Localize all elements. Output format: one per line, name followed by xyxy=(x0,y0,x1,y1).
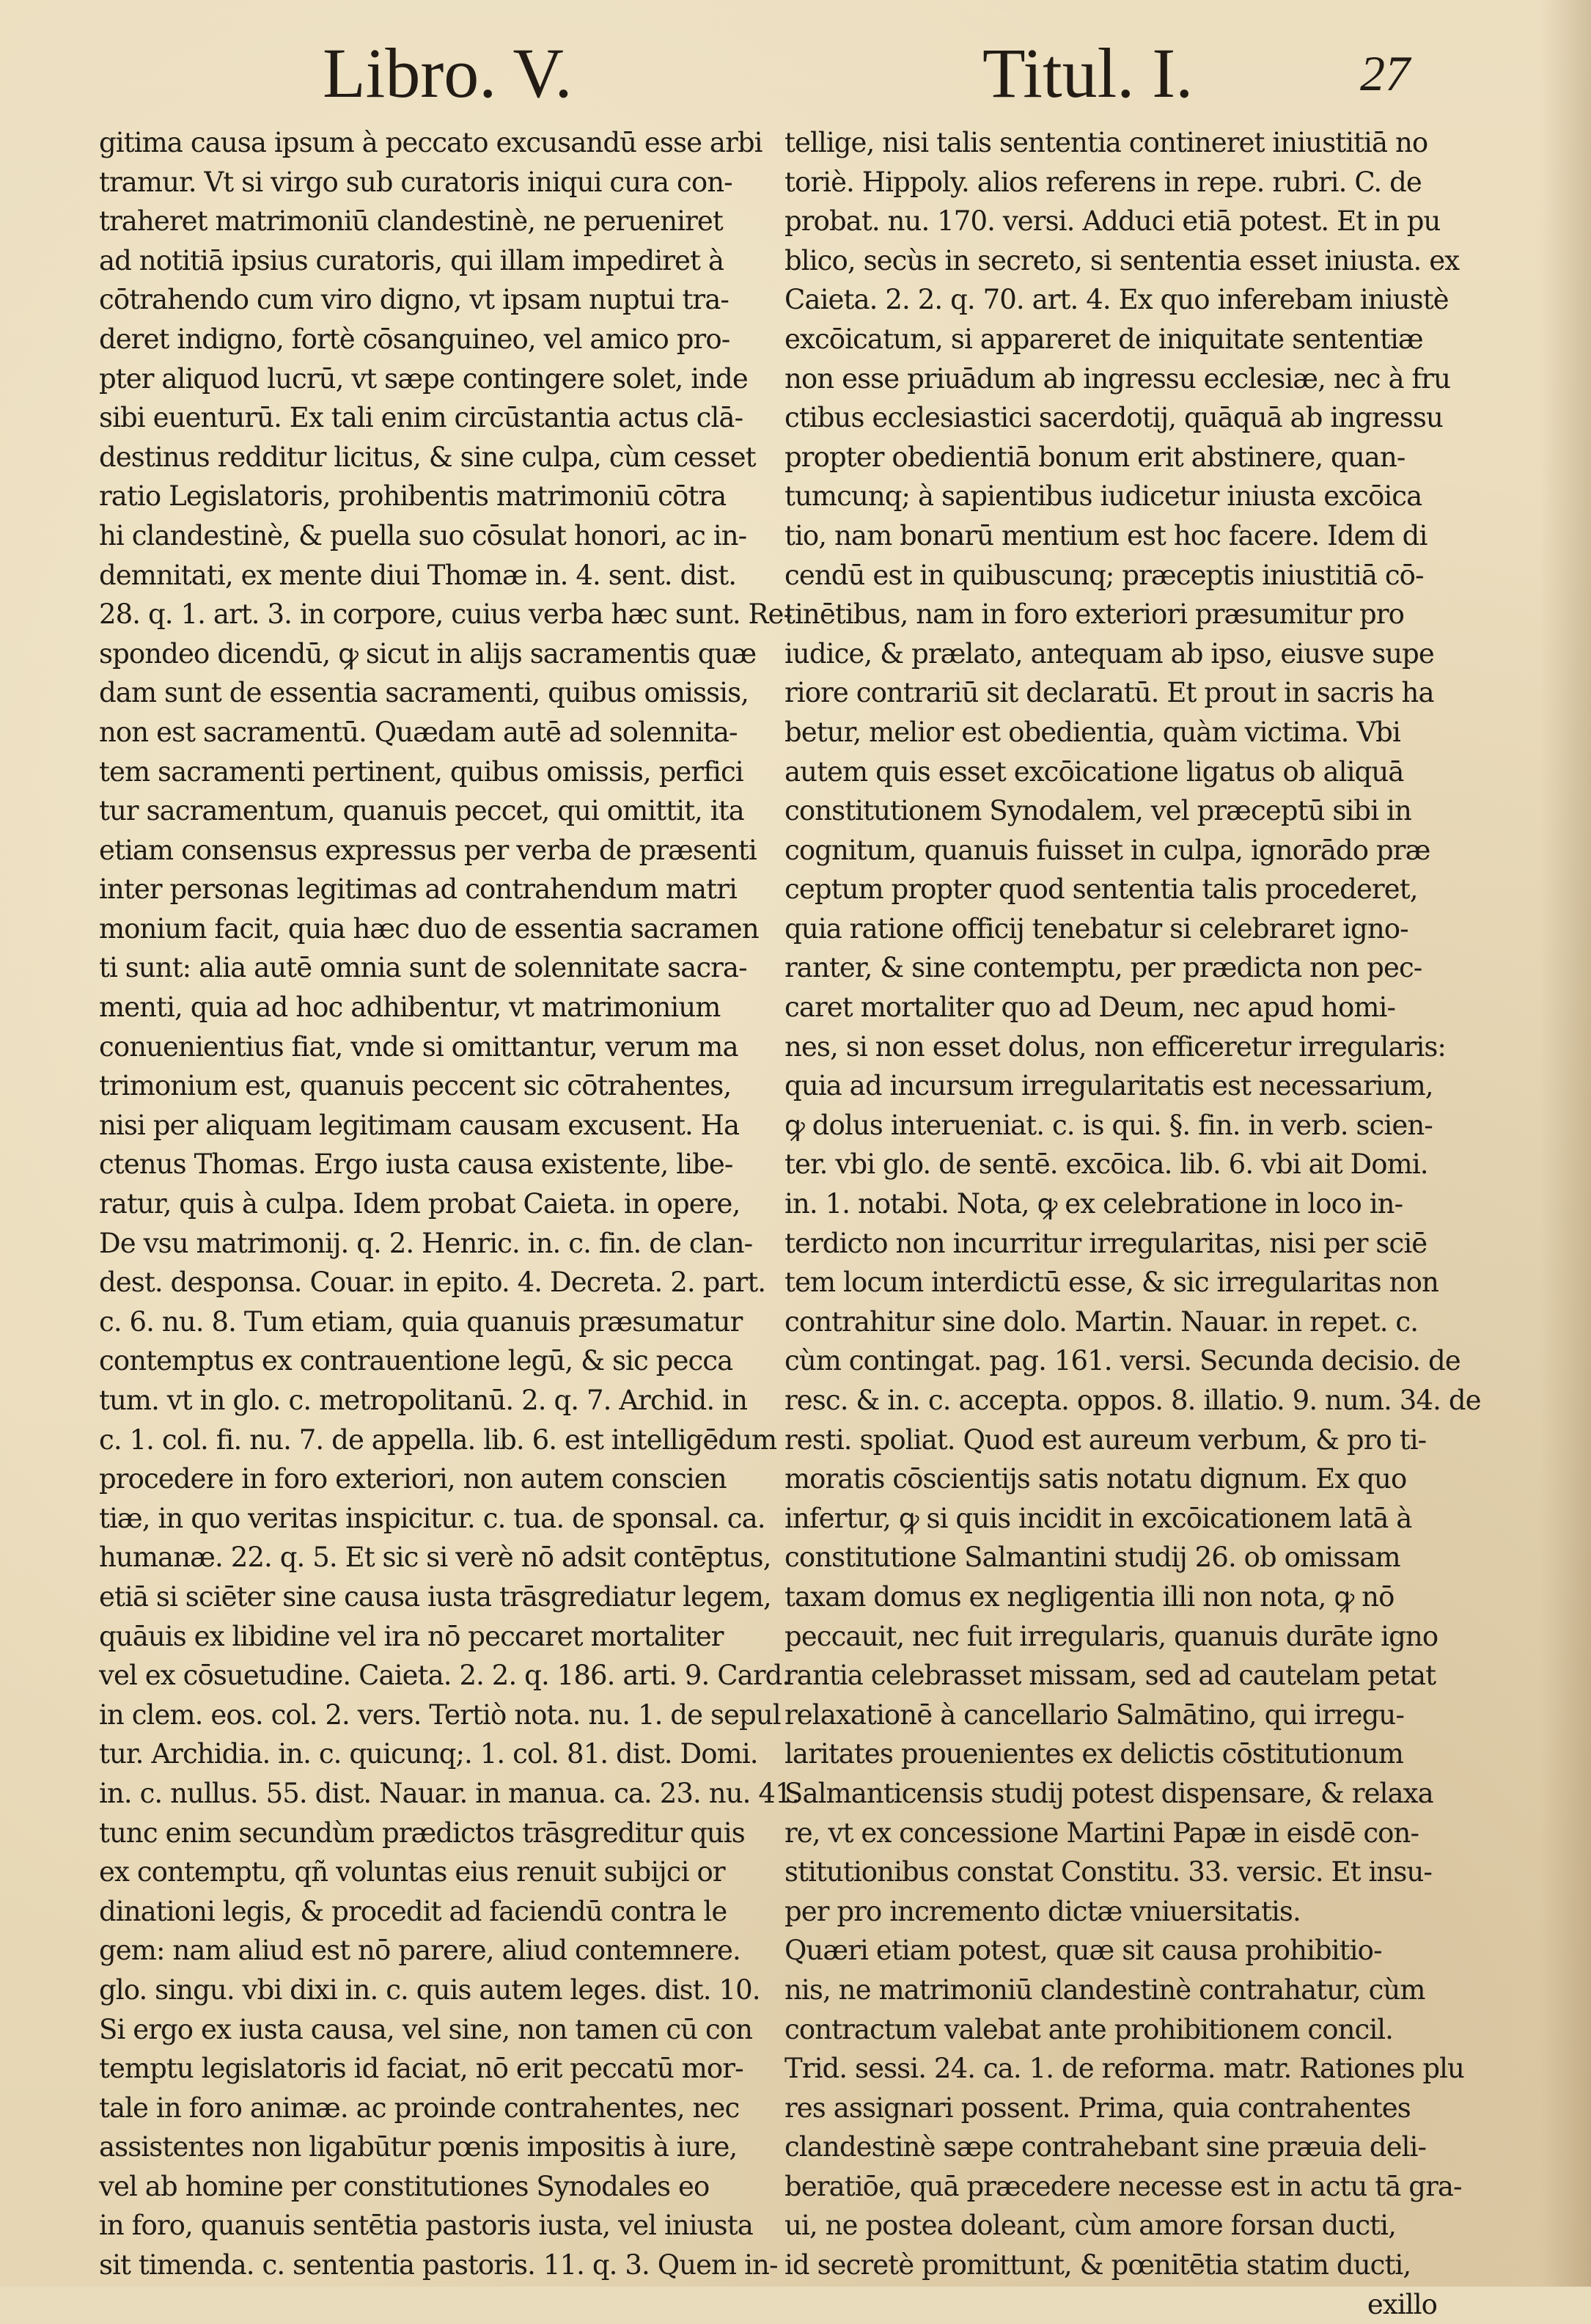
text-line: tunc enim secundùm prædictos trāsgreditur quis xyxy=(99,1817,745,1849)
text-line: etiā si sciēter sine causa iusta trāsgrediatur legem, xyxy=(99,1580,771,1613)
text-line: c. 6. nu. 8. Tum etiam, quia quanuis præsumatur xyxy=(99,1305,743,1338)
text-line: assistentes non ligabūtur pœnis impositis à iure, xyxy=(99,2131,738,2163)
text-line: Si ergo ex iusta causa, vel sine, non tamen cū con xyxy=(99,2013,753,2045)
text-line: nes, si non esset dolus, non efficeretur irregularis: xyxy=(785,1030,1446,1063)
text-line: monium facit, quia hæc duo de essentia sacramen xyxy=(99,912,759,945)
text-column-left xyxy=(99,123,800,2285)
text-line: gem: nam aliud est nō parere, aliud contemnere. xyxy=(99,1935,741,1967)
text-line: demnitati, ex mente diui Thomæ in. 4. sent. dist. xyxy=(99,559,737,591)
text-line: clandestinè sæpe contrahebant sine præuia deli- xyxy=(785,2131,1427,2163)
text-line: trimonium est, quanuis peccent sic cōtrahentes, xyxy=(99,1070,732,1102)
page-number: 27 xyxy=(1360,45,1410,101)
text-line: tur. Archidia. in. c. quicunq;. 1. col. 81. dist. Domi. xyxy=(99,1738,758,1770)
text-line: toriè. Hippoly. alios referens in repe. rubri. C. de xyxy=(785,166,1422,198)
text-line: res assignari possent. Prima, quia contrahentes xyxy=(785,2092,1411,2124)
text-line: taxam domus ex negligentia illi non nota, ꝙ nō xyxy=(785,1580,1395,1613)
text-line: tiæ, in quo veritas inspicitur. c. tua. de sponsal. ca. xyxy=(99,1502,765,1534)
text-line: in foro, quanuis sentētia pastoris iusta, vel iniusta xyxy=(99,2210,753,2242)
text-line: stitutionibus constat Constitu. 33. versic. Et insu- xyxy=(785,1856,1432,1888)
text-line: contrahitur sine dolo. Martin. Nauar. in repet. c. xyxy=(785,1305,1419,1338)
text-line: humanæ. 22. q. 5. Et sic si verè nō adsit contēptus, xyxy=(99,1542,771,1574)
text-line: tum. vt in glo. c. metropolitanū. 2. q. 7. Archid. in xyxy=(99,1385,748,1416)
text-line: blico, secùs in secreto, si sententia esset iniusta. ex xyxy=(785,244,1460,276)
text-line: vel ab homine per constitutiones Synodales eo xyxy=(99,2170,710,2202)
text-line: ter. vbi glo. de sentē. excōica. lib. 6. vbi ait Domi. xyxy=(785,1148,1428,1181)
catchword: exillo xyxy=(1367,2288,1437,2320)
text-line: iudice, & prælato, antequam ab ipso, eiusve supe xyxy=(785,637,1434,670)
text-line: terdicto non incurritur irregularitas, nisi per sciē xyxy=(785,1227,1428,1259)
text-line: infertur, ꝙ si quis incidit in excōicationem latā à xyxy=(785,1502,1412,1534)
text-line: hi clandestinè, & puella suo cōsulat honori, ac in- xyxy=(99,519,747,551)
text-line: ratur, quis à culpa. Idem probat Caieta. in opere, xyxy=(99,1188,741,1220)
text-line: in. c. nullus. 55. dist. Nauar. in manua. ca. 23. nu. 41. xyxy=(99,1777,800,1809)
text-line: tale in foro animæ. ac proinde contrahentes, nec xyxy=(99,2092,740,2124)
text-line: menti, quia ad hoc adhibentur, vt matrimonium xyxy=(99,991,721,1024)
page-edge-shadow xyxy=(1540,0,1591,2287)
text-line: ꝙ dolus interueniat. c. is qui. §. fin. in verb. scien- xyxy=(785,1109,1433,1141)
text-line: nisi per aliquam legitimam causam excusent. Ha xyxy=(99,1109,740,1141)
text-line: tem sacramenti pertinent, quibus omissis, perfici xyxy=(99,755,743,788)
text-line: relaxationē à cancellario Salmātino, qui irregu- xyxy=(785,1698,1404,1731)
text-line: ti sunt: alia autē omnia sunt de solennitate sacra- xyxy=(99,952,747,984)
text-line: constitutionem Synodalem, vel præceptū sibi in xyxy=(785,795,1411,827)
text-line: ceptum propter quod sententia talis procederet, xyxy=(785,873,1418,906)
text-line: tinētibus, nam in foro exteriori præsumitur pro xyxy=(785,598,1404,631)
text-line: quāuis ex libidine vel ira nō peccaret mortaliter xyxy=(99,1620,724,1652)
text-line: tellige, nisi talis sententia contineret iniustitiā no xyxy=(785,127,1428,158)
text-line: sibi euenturū. Ex tali enim circūstantia actus clā- xyxy=(99,402,743,434)
text-line: destinus redditur licitus, & sine culpa, cùm cesset xyxy=(99,441,756,473)
text-line: re, vt ex concessione Martini Papæ in eisdē con- xyxy=(785,1817,1419,1849)
text-line: tramur. Vt si virgo sub curatoris iniqui cura con- xyxy=(99,166,732,198)
text-line: tem locum interdictū esse, & sic irregularitas non xyxy=(785,1267,1438,1299)
text-line: spondeo dicendū, ꝙ sicut in alijs sacramentis quæ xyxy=(99,637,757,670)
text-line: ratio Legislatoris, prohibentis matrimoniū cōtra xyxy=(99,480,727,513)
text-line: dam sunt de essentia sacramenti, quibus omissis, xyxy=(99,677,749,709)
text-line: resti. spoliat. Quod est aureum verbum, & pro ti- xyxy=(785,1423,1427,1456)
text-line: ranter, & sine contemptu, per prædicta non pec- xyxy=(785,952,1422,984)
text-line: nis, ne matrimoniū clandestinè contrahatur, cùm xyxy=(785,1973,1425,2006)
text-line: id secretè promittunt, & pœnitētia statim ducti, xyxy=(785,2249,1411,2281)
text-line: propter obedientiā bonum erit abstinere, quan- xyxy=(785,441,1406,473)
text-line: contemptus ex contrauentione legū, & sic pecca xyxy=(99,1345,733,1377)
text-line: tio, nam bonarū mentium est hoc facere. Idem di xyxy=(785,519,1428,551)
text-line: peccauit, nec fuit irregularis, quanuis durāte igno xyxy=(785,1620,1438,1652)
text-line: etiam consensus expressus per verba de præsenti xyxy=(99,834,757,866)
text-line: c. 1. col. fi. nu. 7. de appella. lib. 6. est intelligēdum xyxy=(99,1423,777,1456)
text-line: autem quis esset excōicatione ligatus ob aliquā xyxy=(785,755,1404,788)
text-line: traheret matrimoniū clandestinè, ne perueniret xyxy=(99,205,723,238)
text-line: ui, ne postea doleant, cùm amore forsan ducti, xyxy=(785,2210,1396,2242)
text-line: quia ad incursum irregularitatis est necessarium, xyxy=(785,1070,1433,1102)
text-line: De vsu matrimonij. q. 2. Henric. in. c. fin. de clan- xyxy=(99,1227,753,1259)
text-line: procedere in foro exteriori, non autem conscien xyxy=(99,1463,727,1495)
text-line: ctenus Thomas. Ergo iusta causa existente, libe- xyxy=(99,1148,733,1181)
text-line: ad notitiā ipsius curatoris, qui illam impediret à xyxy=(99,244,724,276)
text-line: constitutione Salmantini studij 26. ob omissam xyxy=(785,1542,1400,1574)
text-line: excōicatum, si appareret de iniquitate sententiæ xyxy=(785,323,1423,355)
text-line: 28. q. 1. art. 3. in corpore, cuius verba hæc sunt. Re- xyxy=(99,598,793,631)
text-line: inter personas legitimas ad contrahendum matri xyxy=(99,873,737,906)
text-line: non est sacramentū. Quædam autē ad solennita- xyxy=(99,716,738,748)
text-line: cognitum, quanuis fuisset in culpa, ignorādo præ xyxy=(785,834,1430,866)
text-line: tur sacramentum, quanuis peccet, qui omittit, ita xyxy=(99,795,744,827)
text-line: quia ratione officij tenebatur si celebraret igno- xyxy=(785,912,1408,945)
text-line: vel ex cōsuetudine. Caieta. 2. 2. q. 186. arti. 9. Card. xyxy=(99,1660,790,1692)
text-line: per pro incremento dictæ vniuersitatis. xyxy=(785,1895,1301,1927)
text-line: Caieta. 2. 2. q. 70. art. 4. Ex quo inferebam iniustè xyxy=(785,284,1449,316)
text-line: dinationi legis, & procedit ad faciendū contra le xyxy=(99,1895,727,1927)
text-line: deret indigno, fortè cōsanguineo, vel amico pro- xyxy=(99,323,730,355)
text-line: non esse priuādum ab ingressu ecclesiæ, nec à fru xyxy=(785,362,1451,395)
text-line: temptu legislatoris id faciat, nō erit peccatū mor- xyxy=(99,2053,743,2085)
text-line: cendū est in quibuscunq; præceptis iniustitiā cō- xyxy=(785,559,1424,591)
text-line: conuenientius fiat, vnde si omittantur, verum ma xyxy=(99,1030,738,1063)
text-line: resc. & in. c. accepta. oppos. 8. illatio. 9. num. 34. de xyxy=(785,1385,1481,1416)
text-line: tumcunq; à sapientibus iudicetur iniusta excōica xyxy=(785,480,1422,513)
text-line: betur, melior est obedientia, quàm victima. Vbi xyxy=(785,716,1400,748)
text-line: sit timenda. c. sententia pastoris. 11. q. 3. Quem in- xyxy=(99,2249,778,2281)
text-line: laritates prouenientes ex delictis cōstitutionum xyxy=(785,1738,1403,1770)
text-line: Quæri etiam potest, quæ sit causa prohibitio- xyxy=(785,1935,1382,1967)
text-line: ctibus ecclesiastici sacerdotij, quāquā ab ingressu xyxy=(785,402,1443,434)
text-line: beratiōe, quā præcedere necesse est in actu tā gra- xyxy=(785,2170,1462,2202)
text-line: glo. singu. vbi dixi in. c. quis autem leges. dist. 10. xyxy=(99,1973,760,2006)
text-line: cùm contingat. pag. 161. versi. Secunda decisio. de xyxy=(785,1345,1460,1377)
text-line: pter aliquod lucrū, vt sæpe contingere solet, inde xyxy=(99,362,748,395)
text-line: Trid. sessi. 24. ca. 1. de reforma. matr. Rationes plu xyxy=(785,2053,1464,2085)
text-line: probat. nu. 170. versi. Adduci etiā potest. Et in pu xyxy=(785,205,1441,238)
text-line: cōtrahendo cum viro digno, vt ipsam nuptui tra- xyxy=(99,284,729,316)
text-line: in clem. eos. col. 2. vers. Tertiò nota. nu. 1. de sepul xyxy=(99,1698,781,1731)
running-head-book: Libro. V. xyxy=(323,34,573,112)
page-header xyxy=(0,29,1591,117)
text-line: riore contrariū sit declaratū. Et prout in sacris ha xyxy=(785,677,1434,709)
text-line: contractum valebat ante prohibitionem concil. xyxy=(785,2013,1394,2045)
text-line: ex contemptu, qñ voluntas eius renuit subijci or xyxy=(99,1856,725,1888)
text-line: rantia celebrasset missam, sed ad cautelam petat xyxy=(785,1660,1436,1692)
text-line: Salmanticensis studij potest dispensare, & relaxa xyxy=(785,1777,1433,1809)
text-line: gitima causa ipsum à peccato excusandū esse arbi xyxy=(99,127,763,158)
running-head-title: Titul. I. xyxy=(982,34,1194,112)
text-line: caret mortaliter quo ad Deum, nec apud homi- xyxy=(785,991,1396,1024)
text-line: dest. desponsa. Couar. in epito. 4. Decreta. 2. part. xyxy=(99,1267,766,1299)
text-line: in. 1. notabi. Nota, ꝙ ex celebratione in loco in- xyxy=(785,1188,1403,1220)
text-column-right xyxy=(785,123,1481,2324)
text-line: moratis cōscientijs satis notatu dignum. Ex quo xyxy=(785,1463,1407,1495)
